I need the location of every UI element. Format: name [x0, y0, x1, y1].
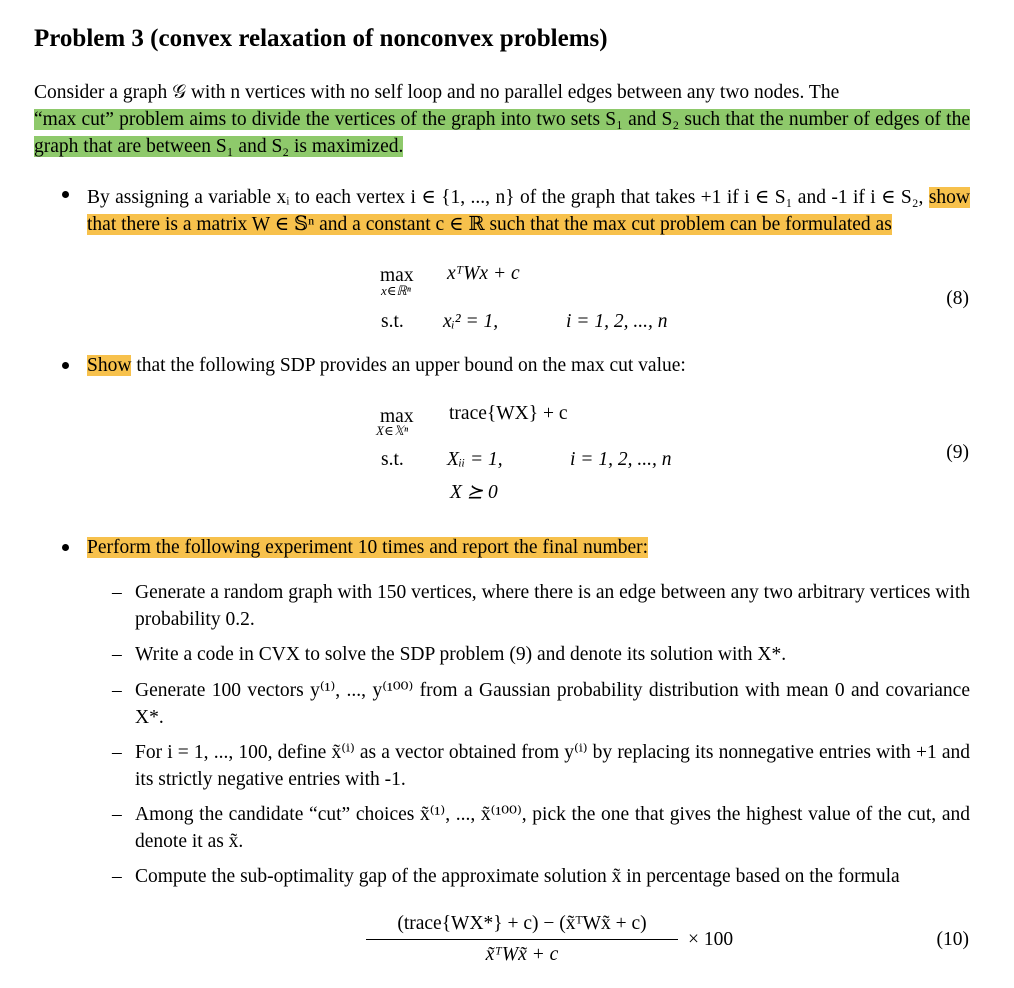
eq10-denominator: x̃ᵀWx̃ + c: [485, 944, 559, 965]
bullet-2-text: [87, 352, 970, 379]
bullet-1-text: [87, 184, 970, 238]
subitem-3-dash: –: [112, 680, 122, 701]
equation-10-fraction: [366, 909, 678, 970]
eq9-range: i = 1, 2, ..., n: [570, 449, 672, 470]
bullet-3-highlight: Perform the following experiment 10 times and report the final number:: [87, 537, 649, 558]
subitem-5-dash: –: [112, 804, 122, 825]
eq8-range: i = 1, 2, ..., n: [566, 311, 668, 332]
subitem-5: Among the candidate “cut” choices x̃⁽¹⁾, ..., x̃⁽¹⁰⁰⁾, pick the one that gives the highest value of the cut, and denote it as x̃.: [135, 804, 970, 852]
subitem-2-dash: –: [112, 644, 122, 665]
bullet-2-highlight: Show: [87, 355, 132, 376]
subitem-4: For i = 1, ..., 100, define x̃⁽ⁱ⁾ as a vector obtained from y⁽ⁱ⁾ by replacing its nonnegative entries with +1 and its strictly negative entries with -1.: [135, 742, 970, 790]
eq9-max: max: [380, 406, 414, 427]
eq8-constraint: xᵢ² = 1,: [443, 311, 499, 332]
eq10-numerator: (trace{WX*} + c) − (x̃ᵀWx̃ + c): [366, 909, 678, 940]
bullet-3-text: [87, 534, 648, 561]
eq10-times: × 100: [688, 929, 734, 950]
intro-paragraph: [34, 79, 970, 160]
eq9-number: (9): [946, 442, 969, 463]
eq8-number: (8): [946, 288, 969, 309]
subitem-1-dash: –: [112, 582, 122, 603]
subitem-2: Write a code in CVX to solve the SDP problem (9) and denote its solution with X*.: [135, 644, 787, 665]
problem-title: Problem 3 (convex relaxation of nonconvex problems): [34, 25, 608, 52]
bullet-2-body: that the following SDP provides an upper bound on the max cut value:: [136, 355, 686, 376]
eq8-st: s.t.: [381, 311, 404, 332]
bullet-2-dot: [62, 362, 69, 369]
eq8-max-sub: x∈ℝⁿ: [381, 283, 411, 298]
subitem-1: Generate a random graph with 150 vertices, where there is an edge between any two arbitrary vertices with probability 0.2.: [135, 582, 970, 630]
eq9-constraint-1: Xᵢᵢ = 1,: [447, 449, 503, 470]
eq9-max-sub: X∈𝕏ⁿ: [376, 423, 409, 438]
bullet-3-dot: [62, 544, 69, 551]
eq8-max: max: [380, 265, 414, 286]
bullet-1-dot: [62, 191, 69, 198]
eq9-st: s.t.: [381, 449, 404, 470]
bullet-1-highlight: show that there is a matrix W ∈ 𝕊ⁿ and a constant c ∈ ℝ such that the max cut problem can be formulated as: [87, 187, 971, 235]
subitem-4-dash: –: [112, 742, 122, 763]
eq9-objective: trace{WX} + c: [449, 403, 568, 424]
eq8-objective: xᵀWx + c: [447, 263, 520, 284]
subitem-6-dash: –: [112, 866, 122, 887]
subitem-3: Generate 100 vectors y⁽¹⁾, ..., y⁽¹⁰⁰⁾ from a Gaussian probability distribution with mean 0 and covariance X*.: [135, 680, 970, 728]
intro-highlight: “max cut” problem aims to divide the vertices of the graph into two sets S₁ and S₂ such that the number of edges of the graph that are between S₁ and S₂ is maximized.: [34, 109, 970, 157]
eq9-constraint-2: X ⪰ 0: [450, 482, 498, 503]
subitem-6: Compute the sub-optimality gap of the approximate solution x̃ in percentage based on the formula: [135, 866, 900, 887]
bullet-1-text-a: By assigning a variable xᵢ to each vertex i ∈ {1, ..., n} of the graph that takes +1 if i ∈ S₁ and -1 if i ∈ S₂,: [87, 187, 924, 208]
eq10-number: (10): [936, 929, 969, 950]
intro-line-1: Consider a graph 𝒢 with n vertices with no self loop and no parallel edges between any two nodes. The: [34, 82, 840, 103]
